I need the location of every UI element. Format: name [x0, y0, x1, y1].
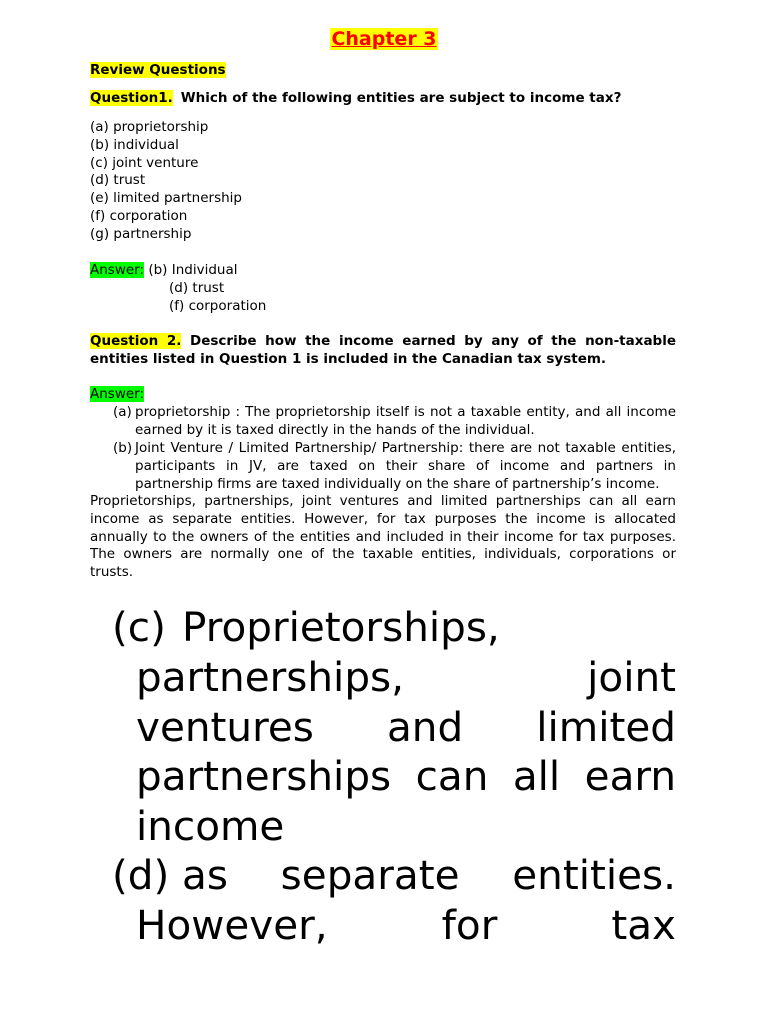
question-1 [90, 90, 676, 108]
item-text: Joint Venture / Limited Partnership/ Partnership: there are not taxable entities, participants in JV, are taxed on their share of income and partners in partnership firms are taxed individually on the share of partnership’s income. [135, 440, 676, 492]
question-2-label: Question 2. [90, 333, 182, 349]
item-label: (d) [112, 851, 170, 899]
option-item: (g) partnership [90, 225, 192, 242]
option-item: (b) individual [90, 136, 179, 153]
question-1-answer [90, 262, 676, 315]
answer-item: (b) Individual [148, 262, 238, 278]
question-2-answer-label: Answer: [90, 386, 145, 402]
large-text-line: Proprietorships, [182, 603, 500, 651]
large-text-line: partnerships, joint [136, 652, 676, 701]
large-text-line: income [136, 802, 285, 851]
answer-item-b [113, 440, 676, 493]
option-item: (a) proprietorship [90, 119, 209, 135]
option-item: (e) limited partnership [90, 190, 243, 207]
large-text-line: partnerships can all earn [136, 752, 676, 801]
item-text: proprietorship : The proprietorship itself is not a taxable entity, and all income earned by it is taxed directly in the hands of the individual. [135, 404, 676, 438]
answer-item: (d) trust [169, 279, 225, 296]
answer-paragraph: Proprietorships, partnerships, joint ventures and limited partnerships can all earn income as separate entities. However, for tax purposes the income is allocated annually to the owners of the entities and included in their income for tax purposes. The owners are normally one of the taxable entities, individuals, corporations or trusts. [90, 493, 676, 581]
answer-item-a [113, 404, 676, 440]
question-2-text: Describe how the income earned by any of the non-taxable entities listed in Question 1 is included in the Canadian tax system. [90, 333, 677, 367]
option-item: (d) trust [90, 172, 146, 189]
question-1-options [90, 119, 676, 244]
large-item-d [112, 851, 676, 951]
large-text-line: ventures and limited [136, 702, 676, 751]
question-2 [90, 333, 676, 369]
answer-item: (f) corporation [169, 297, 267, 314]
item-label: (c) [112, 603, 166, 651]
large-text-line: as separate entities. [182, 851, 676, 899]
item-label: (a) [113, 404, 132, 420]
large-text-line: However, for tax [136, 900, 676, 949]
item-label: (b) [113, 440, 133, 456]
review-heading: Review Questions [90, 62, 226, 78]
answer-label: Answer: [90, 262, 145, 278]
chapter-title: Chapter 3 [331, 28, 437, 50]
question-1-text: Which of the following entities are subject to income tax? [180, 90, 622, 106]
large-item-c [112, 603, 676, 852]
option-item: (c) joint venture [90, 154, 199, 171]
question-1-label: Question1. [90, 90, 173, 106]
option-item: (f) corporation [90, 207, 188, 224]
